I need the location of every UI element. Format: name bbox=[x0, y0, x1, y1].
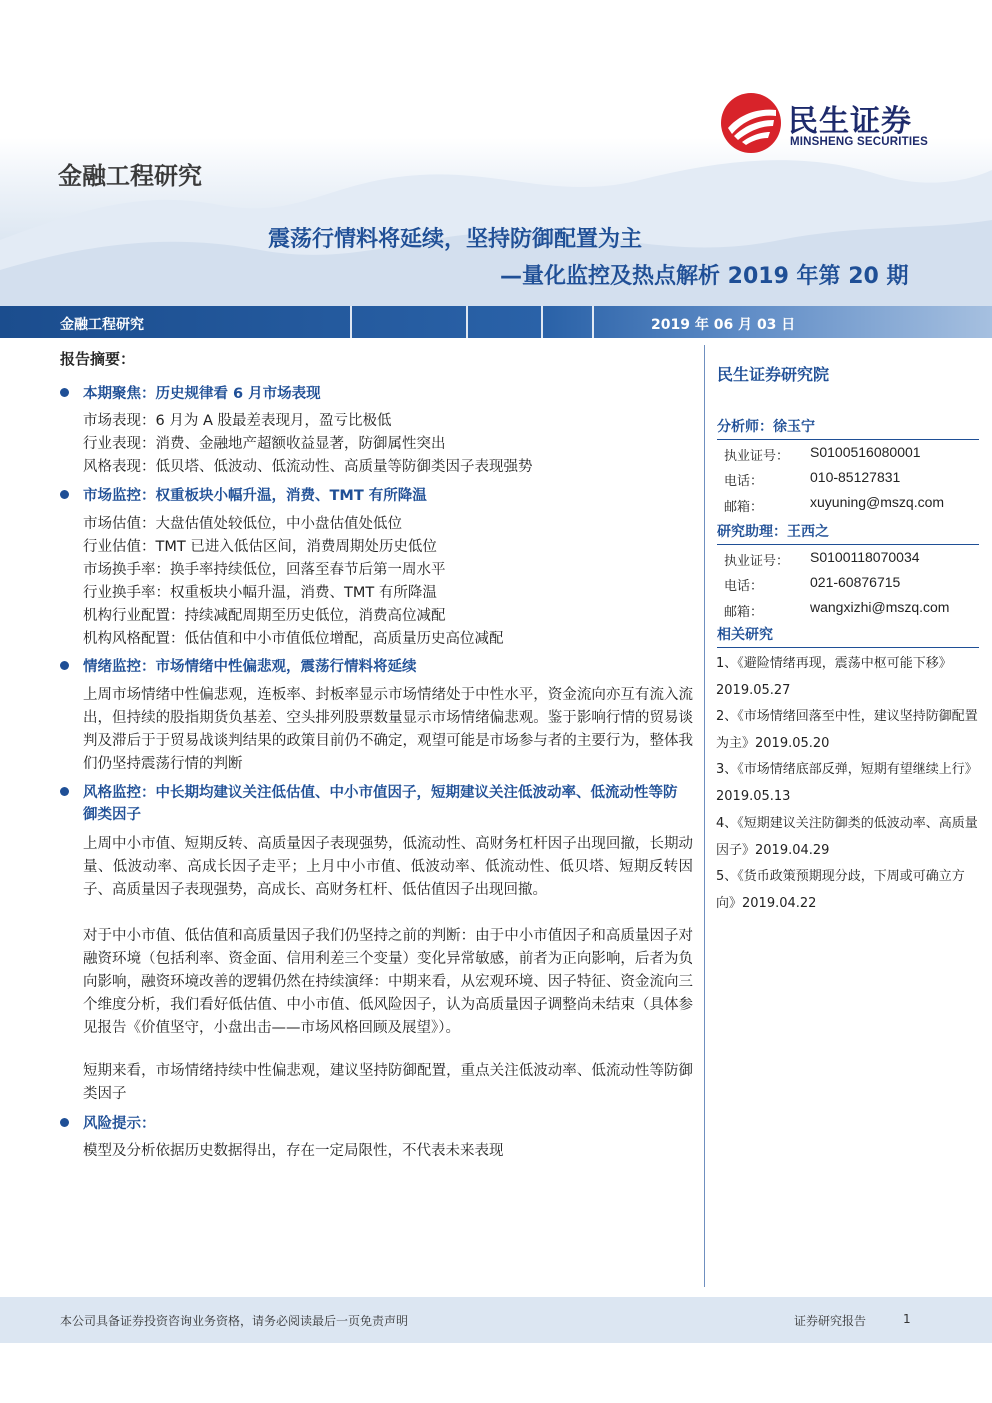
bullet-sentiment: 情绪监控：市场情绪中性偏悲观，震荡行情料将延续 bbox=[60, 656, 687, 678]
label-tel: 电话： bbox=[724, 474, 764, 489]
logo-text-en: MINSHENG SECURITIES bbox=[790, 136, 928, 148]
market-line: 行业换手率：权重板块小幅升温，消费、TMT 有所降温 bbox=[83, 585, 437, 601]
summary-heading: 报告摘要： bbox=[60, 350, 136, 368]
focus-line: 行业表现：消费、金融地产超额收益显著，防御属性突出 bbox=[83, 436, 446, 452]
bullet-dot-icon bbox=[60, 388, 69, 397]
bullet-focus: 本期聚焦：历史规律看 6 月市场表现 bbox=[60, 383, 687, 405]
page-number: 1 bbox=[903, 1312, 911, 1326]
market-line: 市场估值：大盘估值处较低位，中小盘估值处低位 bbox=[83, 516, 402, 532]
related-item[interactable]: 5、《货币政策预期现分歧，下周或可确立方向》2019.04.22 bbox=[716, 869, 965, 911]
logo-text-cn: 民生证券 bbox=[788, 104, 912, 139]
assistant-heading: 研究助理：王西之 bbox=[717, 521, 979, 545]
header-bar bbox=[0, 306, 992, 338]
footer-disclaimer: 本公司具备证券投资咨询业务资格，请务必阅读最后一页免责声明 bbox=[60, 1314, 409, 1328]
related-item[interactable]: 2、《市场情绪回落至中性，建议坚持防御配置为主》2019.05.20 bbox=[716, 709, 978, 751]
analyst-heading: 分析师：徐玉宁 bbox=[717, 416, 979, 440]
bar-separator bbox=[592, 306, 594, 338]
focus-line: 市场表现：6 月为 A 股最差表现月，盈亏比极低 bbox=[83, 413, 392, 429]
bullet-dot-icon bbox=[60, 787, 69, 796]
bullet-dot-icon bbox=[60, 661, 69, 670]
related-item[interactable]: 4、《短期建议关注防御类的低波动率、高质量因子》2019.04.29 bbox=[716, 816, 978, 858]
report-date: 2019 年 06 月 03 日 bbox=[651, 317, 796, 333]
analyst-cert: S0100516080001 bbox=[810, 444, 921, 460]
bar-separator bbox=[350, 306, 352, 338]
style-paragraph-3: 短期来看，市场情绪持续中性偏悲观，建议坚持防御配置，重点关注低波动率、低流动性等防御类因子 bbox=[83, 1063, 693, 1102]
footer-report-type: 证券研究报告 bbox=[794, 1314, 867, 1328]
related-item[interactable]: 1、《避险情绪再现，震荡中枢可能下移》 2019.05.27 bbox=[716, 656, 952, 698]
bar-section-label: 金融工程研究 bbox=[60, 317, 144, 333]
style-paragraph-1: 上周中小市值、短期反转、高质量因子表现强势，低流动性、高财务杠杆因子出现回撤，长期动量、低波动率、高成长因子走平；上月中小市值、低波动率、低流动性、低贝塔、短期反转因子、高质量因子表现强势，高成长、高财务杠杆、低估值因子出现回撤。 bbox=[83, 836, 693, 898]
market-line: 行业估值：TMT 已进入低估区间，消费周期处历史低位 bbox=[83, 539, 437, 555]
report-title: 震荡行情料将延续，坚持防御配置为主 bbox=[268, 227, 643, 252]
related-item[interactable]: 3、《市场情绪底部反弹，短期有望继续上行》2019.05.13 bbox=[716, 762, 978, 804]
logo-mark-icon bbox=[720, 92, 782, 154]
market-line: 机构行业配置：持续减配周期至历史低位，消费高位减配 bbox=[83, 608, 446, 624]
style-paragraph-2: 对于中小市值、低估值和高质量因子我们仍坚持之前的判断：由于中小市值因子和高质量因子对融资环境（包括利率、资金面、信用利差三个变量）变化异常敏感，前者为正向影响，后者为负向影响，融资环境改善的逻辑仍然在持续演绎：中期来看，从宏观环境、因子特征、资金流向三个维度分析，我们看好低估值、中小市值、低风险因子，认为高质量因子调整尚未结束（具体参见报告《价值坚守，小盘出击——市场风格回顾及展望》）。 bbox=[83, 928, 693, 1036]
sentiment-paragraph: 上周市场情绪中性偏悲观，连板率、封板率显示市场情绪处于中性水平，资金流向亦互有流入流出，但持续的股指期货负基差、空头排列股票数量显示市场情绪偏悲观。鉴于影响行情的贸易谈判及滞后于于贸易战谈判结果的政策目前仍不确定，观望可能是市场参与者的主要行为，整体我们仍坚持震荡行情的判断 bbox=[83, 687, 693, 772]
assistant-email[interactable]: wangxizhi@mszq.com bbox=[810, 599, 950, 615]
assistant-cert: S0100118070034 bbox=[810, 549, 920, 565]
header-banner bbox=[0, 0, 992, 306]
market-line: 市场换手率：换手率持续低位，回落至春节后第一周水平 bbox=[83, 562, 446, 578]
assistant-tel: 021-60876715 bbox=[810, 574, 901, 590]
related-heading: 相关研究 bbox=[717, 624, 979, 648]
label-cert: 执业证号： bbox=[724, 449, 790, 464]
institute-name: 民生证券研究院 bbox=[717, 365, 830, 384]
section-title: 金融工程研究 bbox=[58, 162, 202, 190]
label-tel: 电话： bbox=[724, 579, 764, 594]
focus-line: 风格表现：低贝塔、低波动、低流动性、高质量等防御类因子表现强势 bbox=[83, 459, 533, 475]
page-footer bbox=[0, 1297, 992, 1343]
bullet-dot-icon bbox=[60, 1118, 69, 1127]
analyst-tel: 010-85127831 bbox=[810, 469, 901, 485]
company-logo bbox=[720, 92, 960, 154]
label-mail: 邮箱： bbox=[724, 605, 764, 620]
report-subtitle: —量化监控及热点解析 2019 年第 20 期 bbox=[500, 264, 909, 289]
bullet-market: 市场监控：权重板块小幅升温，消费、TMT 有所降温 bbox=[60, 485, 687, 507]
bullet-dot-icon bbox=[60, 490, 69, 499]
bar-separator bbox=[466, 306, 468, 338]
label-mail: 邮箱： bbox=[724, 500, 764, 515]
bullet-style: 风格监控：中长期均建议关注低估值、中小市值因子，短期建议关注低波动率、低流动性等防御类因子 bbox=[60, 782, 687, 826]
market-line: 机构风格配置：低估值和中小市值低位增配，高质量历史高位减配 bbox=[83, 631, 504, 647]
label-cert: 执业证号： bbox=[724, 554, 790, 569]
column-divider bbox=[704, 345, 705, 1287]
analyst-email[interactable]: xuyuning@mszq.com bbox=[810, 494, 945, 510]
risk-line: 模型及分析依据历史数据得出，存在一定局限性，不代表未来表现 bbox=[83, 1143, 504, 1159]
bullet-risk: 风险提示： bbox=[60, 1113, 687, 1135]
bar-separator bbox=[541, 306, 543, 338]
